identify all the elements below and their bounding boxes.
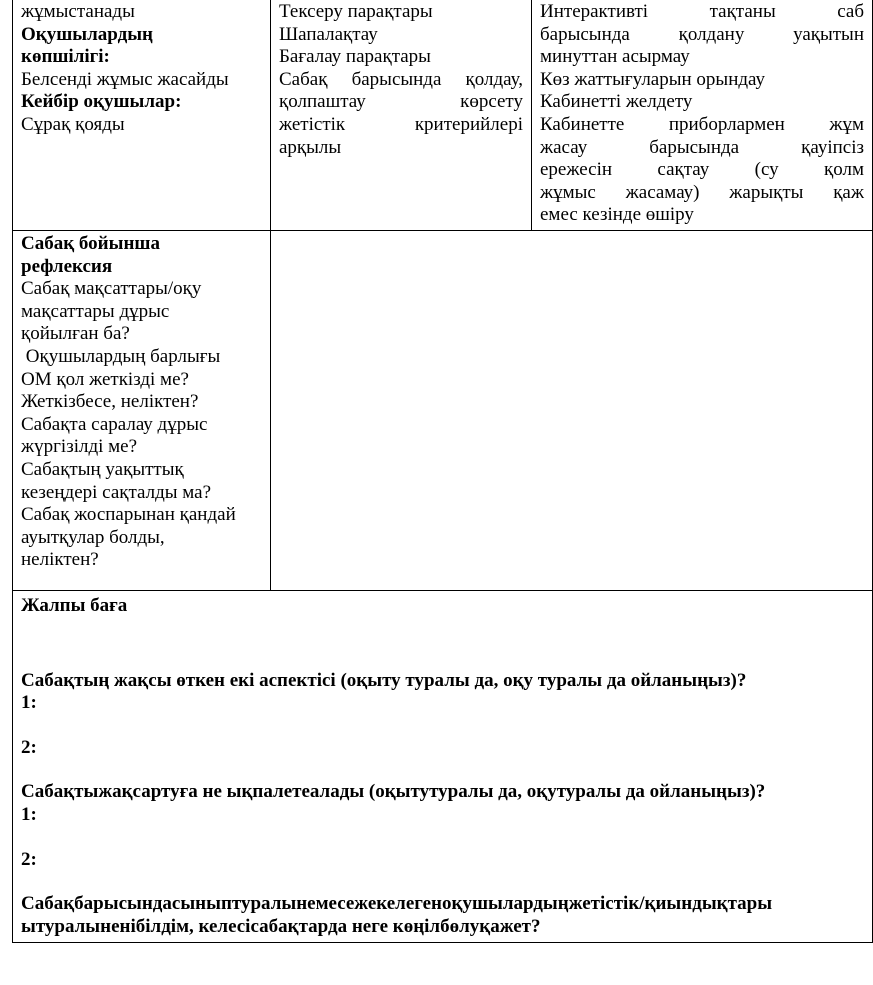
reflection-cell [13,231,271,591]
summary-answer-number: 1: [21,692,37,714]
health-safety-cell [532,0,873,231]
lesson-plan-table [12,0,873,943]
reflection-question: Сабақ мақсаттары/оқу [21,278,202,300]
reflection-question: Сабақта саралау дұрыс [21,413,208,435]
safety-para4-line: ережесін сақтау (су қолм [540,159,864,181]
reflection-question: Оқушылардың барлығы [21,345,221,367]
reflection-heading: рефлексия [21,255,113,277]
summary-title: Жалпы баға [21,595,128,616]
table-row [13,0,873,231]
summary-question-3: ытуралыненібілдім, келесісабақтарда неге көңілбөлуқажет? [21,915,541,937]
summary-answer-number: 2: [21,848,37,870]
assessment-cell [271,0,532,231]
reflection-question: қойылған ба? [21,323,130,345]
assessment-para-line: жетістік критерийлері [279,113,523,135]
safety-para4-line: жасау барысында қауіпсіз [540,136,864,158]
activity-top-line: жұмыстанады [21,1,135,22]
some-students-text: Сұрақ қояды [21,113,125,135]
safety-para4-line: жұмыс жасамау) жарықты қаж [540,181,864,203]
safety-para1-line: барысында қолдану уақытын [540,23,864,45]
activity-cell [13,0,271,231]
majority-text: Белсенді жұмыс жасайды [21,68,229,90]
spacer [21,827,864,849]
majority-heading-line1: Оқушылардың [21,23,153,45]
spacer [21,618,864,648]
spacer [21,871,864,893]
summary-question-1: Сабақтың жақсы өткен екі аспектісі (оқыту туралы да, оқу туралы да ойланыңыз)? [21,669,747,691]
table-row [13,591,873,943]
table-row [13,231,873,591]
reflection-question: ауытқулар болды, [21,526,165,548]
reflection-question: неліктен? [21,549,99,571]
safety-para4-line: Кабинетте приборлармен жұм [540,113,864,135]
safety-line: Көз жаттығуларын орындау [540,68,765,90]
summary-question-2: Сабақтыжақсартуға не ықпалетеалады (оқытутуралы да, оқутуралы да ойланыңыз)? [21,781,766,803]
summary-cell [13,591,873,943]
assessment-line: Шапалақтау [279,23,378,45]
assessment-line: Тексеру парақтары [279,1,433,22]
reflection-answer-cell [271,231,873,591]
reflection-question: Сабақтың уақыттық [21,458,184,480]
safety-line: Кабинетті желдету [540,91,693,113]
reflection-question: Жеткізбесе, неліктен? [21,391,199,413]
reflection-question: мақсаттары дұрыс [21,300,170,322]
reflection-question: Сабақ жоспарынан қандай [21,504,236,526]
safety-para1-line: Интерактивті тақтаны саб [540,1,864,22]
assessment-line: Бағалау парақтары [279,46,431,68]
reflection-question: ОМ қол жеткізді ме? [21,368,189,390]
summary-question-3: Сабақбарысындасыныптуралынемесежекелегеноқушылардыңжетістік/қиындықтары [21,893,773,915]
reflection-heading: Сабақ бойынша [21,233,160,254]
safety-para1-line: минуттан асырмау [540,46,690,68]
assessment-para-line: Сабақ барысында қолдау, [279,68,523,90]
safety-para4-line: емес кезінде өшіру [540,204,694,226]
some-students-heading: Кейбір оқушылар: [21,91,182,113]
reflection-question: кезеңдері сақталды ма? [21,481,212,503]
assessment-para-line: арқылы [279,136,342,158]
assessment-para-line: қолпаштау көрсету [279,91,523,113]
summary-answer-number: 1: [21,803,37,825]
majority-heading-line2: көпшілігі: [21,46,110,68]
spacer [21,715,864,737]
reflection-question: жүргізілді ме? [21,436,138,458]
spacer [21,759,864,781]
summary-answer-number: 2: [21,736,37,758]
spacer [21,648,864,670]
